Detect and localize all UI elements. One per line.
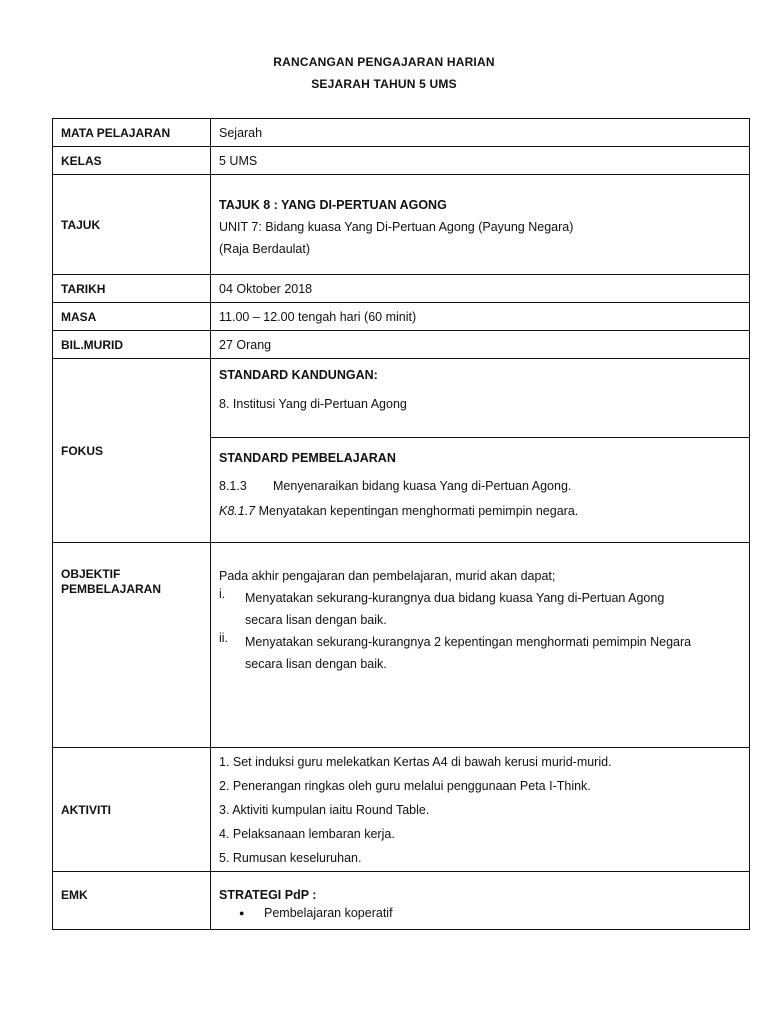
document-subtitle: SEJARAH TAHUN 5 UMS <box>311 77 457 91</box>
tajuk-heading: TAJUK 8 : YANG DI-PERTUAN AGONG <box>219 197 447 212</box>
list-item-text: secara lisan dengan baik. <box>245 613 387 627</box>
list-item-text: secara lisan dengan baik. <box>245 657 387 671</box>
value-kelas: 5 UMS <box>211 147 750 175</box>
tajuk-unit: UNIT 7: Bidang kuasa Yang Di-Pertuan Agong (Payung Negara) <box>219 219 574 234</box>
value-standard-pembelajaran <box>211 438 750 543</box>
value-masa: 11.00 – 12.00 tengah hari (60 minit) <box>211 303 750 331</box>
row-fokus-kandungan <box>53 359 750 438</box>
list-item-text: Menyatakan sekurang-kurangnya dua bidang kuasa Yang di-Pertuan Agong <box>245 591 665 605</box>
strategi-bullet-item <box>219 906 741 920</box>
aktiviti-item: 4. Pelaksanaan lembaran kerja. <box>219 826 395 841</box>
list-item <box>219 631 741 675</box>
value-bil-murid: 27 Orang <box>211 331 750 359</box>
label-bil-murid: BIL.MURID <box>53 331 211 359</box>
label-kelas: KELAS <box>53 147 211 175</box>
lesson-plan-table <box>52 118 750 930</box>
strategi-bullet-text: Pembelajaran koperatif <box>264 906 393 920</box>
sp-item-text: Menyenaraikan bidang kuasa Yang di-Pertuan Agong. <box>273 479 572 493</box>
objektif-intro: Pada akhir pengajaran dan pembelajaran, murid akan dapat; <box>219 569 556 583</box>
tajuk-subtitle: (Raja Berdaulat) <box>219 241 311 256</box>
value-aktiviti <box>211 748 750 872</box>
aktiviti-item: 1. Set induksi guru melekatkan Kertas A4 di bawah kerusi murid-murid. <box>219 754 612 769</box>
value-objektif <box>211 543 750 748</box>
label-emk: EMK <box>53 872 211 930</box>
label-masa: MASA <box>53 303 211 331</box>
row-emk <box>53 872 750 930</box>
row-kelas <box>53 147 750 175</box>
value-tajuk <box>211 175 750 275</box>
list-item-number: i. <box>219 587 226 601</box>
label-tarikh: TARIKH <box>53 275 211 303</box>
bullet-icon: ● <box>239 908 245 918</box>
sp-item-text: Menyatakan kepentingan menghormati pemimpin negara. <box>255 504 579 518</box>
label-objektif-line2: PEMBELAJARAN <box>61 582 162 596</box>
sp-item-number: 8.1.3 <box>219 479 247 493</box>
standard-kandungan-heading: STANDARD KANDUNGAN: <box>219 368 378 382</box>
label-objektif <box>53 543 211 748</box>
standard-pembelajaran-heading: STANDARD PEMBELAJARAN <box>219 451 396 465</box>
row-aktiviti <box>53 748 750 872</box>
list-item-text: Menyatakan sekurang-kurangnya 2 kepentingan menghormati pemimpin Negara <box>245 635 692 649</box>
row-masa <box>53 303 750 331</box>
standard-kandungan-value: 8. Institusi Yang di-Pertuan Agong <box>219 397 407 411</box>
document-title: RANCANGAN PENGAJARAN HARIAN <box>273 55 495 69</box>
objektif-list <box>219 587 741 675</box>
row-tarikh <box>53 275 750 303</box>
label-aktiviti: AKTIVITI <box>53 748 211 872</box>
label-tajuk: TAJUK <box>53 175 211 275</box>
aktiviti-item: 5. Rumusan keseluruhan. <box>219 850 362 865</box>
value-standard-kandungan <box>211 359 750 438</box>
value-emk <box>211 872 750 930</box>
label-objektif-line1: OBJEKTIF <box>61 567 121 581</box>
row-mata-pelajaran <box>53 119 750 147</box>
label-mata-pelajaran: MATA PELAJARAN <box>53 119 211 147</box>
value-tarikh: 04 Oktober 2018 <box>211 275 750 303</box>
row-tajuk <box>53 175 750 275</box>
list-item <box>219 587 741 631</box>
aktiviti-item: 3. Aktiviti kumpulan iaitu Round Table. <box>219 802 430 817</box>
aktiviti-item: 2. Penerangan ringkas oleh guru melalui penggunaan Peta I-Think. <box>219 778 591 793</box>
strategi-heading: STRATEGI PdP : <box>219 888 317 902</box>
standard-pembelajaran-item <box>219 504 741 518</box>
sp-item-number: K8.1.7 <box>219 504 256 518</box>
standard-pembelajaran-item <box>219 479 741 493</box>
label-fokus: FOKUS <box>53 359 211 543</box>
list-item-number: ii. <box>219 631 229 645</box>
row-bil-murid <box>53 331 750 359</box>
value-mata-pelajaran: Sejarah <box>211 119 750 147</box>
row-objektif <box>53 543 750 748</box>
